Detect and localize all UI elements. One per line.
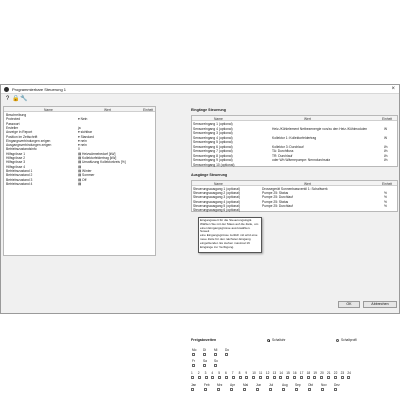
property-name: Hilfsgrösse 2	[6, 156, 26, 160]
inputs-column-value: Wert	[304, 116, 311, 121]
month-checkbox[interactable]	[191, 388, 194, 391]
property-value[interactable]: ▤ Sommer	[78, 173, 95, 178]
output-unit: %	[384, 195, 387, 200]
output-name: Steuerungsausgang 3 (optional)	[193, 195, 240, 200]
tooltip-line: Eingangswert für die Steuerungslogik.	[200, 218, 253, 222]
input-unit: W	[384, 126, 388, 131]
hour-label: 21	[327, 371, 331, 375]
weekday-checkbox[interactable]	[192, 353, 195, 356]
hour-checkbox[interactable]	[300, 376, 303, 379]
dialog-window	[0, 84, 400, 387]
month-checkbox[interactable]	[334, 388, 337, 391]
property-value[interactable]: ▾ nein	[78, 138, 87, 143]
hour-checkbox[interactable]	[320, 376, 323, 379]
hour-checkbox[interactable]	[347, 376, 350, 379]
month-checkbox[interactable]	[308, 388, 311, 391]
input-unit: l/h	[384, 153, 388, 158]
hour-checkbox[interactable]	[225, 376, 228, 379]
hour-checkbox[interactable]	[279, 376, 282, 379]
input-name: Sensoreingang 10 (optional)	[193, 162, 235, 167]
hour-checkbox[interactable]	[341, 376, 344, 379]
month-label: Okt	[308, 383, 313, 387]
hour-checkbox[interactable]	[232, 376, 235, 379]
weekday-label: Mi	[214, 348, 218, 352]
hour-checkbox[interactable]	[307, 376, 310, 379]
property-name: Betriebszustand 3	[6, 177, 33, 182]
hour-label: 4	[211, 371, 214, 375]
hour-checkbox[interactable]	[218, 376, 221, 379]
weekday-label: Sa	[203, 359, 207, 363]
input-value[interactable]: Kollektor 3: Durchlauf	[272, 144, 304, 149]
property-value[interactable]: ▤	[78, 181, 82, 186]
cancel-button[interactable]: Abbrechen	[363, 301, 397, 308]
output-value[interactable]: Drossegerät Sonnenbassventil 1: Schaltwerk	[262, 187, 328, 191]
input-value[interactable]: oder Wh Wärmepumpe: Nenndurchsatz	[272, 158, 331, 162]
properties-table-header	[4, 107, 155, 112]
property-name: Anzeige in Report	[6, 130, 33, 135]
output-value[interactable]: Pumpe 25: Durchlauf	[262, 203, 293, 208]
hour-label: 7	[231, 371, 234, 375]
hour-checkbox[interactable]	[239, 376, 242, 379]
hour-label: 16	[293, 371, 297, 375]
property-name: Protected	[6, 117, 21, 122]
output-name: Steuerungsausgang 4 (optional)	[193, 199, 240, 204]
month-checkbox[interactable]	[269, 388, 272, 391]
weekday-checkbox[interactable]	[214, 353, 217, 356]
input-name: Sensoreingang 3 (optional)	[193, 131, 233, 135]
schedule-title: Freigabezeiten	[191, 338, 217, 342]
hour-checkbox[interactable]	[313, 376, 316, 379]
output-value[interactable]: Pumpe 25: Durchlauf	[262, 195, 293, 200]
outputs-table	[191, 180, 398, 212]
output-row[interactable]	[192, 208, 397, 212]
hour-label: 20	[320, 371, 324, 375]
output-unit: %	[384, 199, 387, 204]
input-value[interactable]: TR: Durchlauf	[272, 153, 293, 158]
tooltip-line: eine Eingangsgrösse zeitlich mit wird eine	[200, 233, 258, 238]
property-name: Hilfsgrösse 3	[6, 160, 26, 165]
hour-label: 9	[245, 371, 248, 375]
lock-icon[interactable]: 🔒	[12, 96, 20, 102]
tooltip-line: Eingänge zur Verfügung.	[200, 244, 235, 249]
help-icon[interactable]: ?	[5, 96, 10, 102]
outputs-column-unit: Einheit	[382, 181, 393, 186]
column-header-unit: Einheit	[143, 107, 154, 112]
property-value[interactable]: ▾ Nein	[78, 117, 88, 122]
property-row[interactable]	[4, 182, 155, 186]
hour-checkbox[interactable]	[327, 376, 330, 379]
weekday-checkbox[interactable]	[192, 364, 195, 367]
month-label: Mai	[243, 383, 249, 387]
property-value[interactable]: ja	[78, 125, 81, 130]
hour-label: 1	[191, 371, 193, 375]
input-row[interactable]	[192, 163, 397, 167]
input-name: Sensoreingang 5 (optional)	[193, 140, 233, 144]
property-value[interactable]: ▾ Standard	[78, 134, 94, 139]
hour-label: 11	[259, 371, 263, 375]
property-name: Betriebszustand 1	[6, 168, 33, 173]
month-label: Apr	[230, 383, 235, 387]
hour-checkbox[interactable]	[334, 376, 337, 379]
hour-checkbox[interactable]	[293, 376, 296, 379]
hour-checkbox[interactable]	[266, 376, 269, 379]
input-name: Sensoreingang 4 (optional)	[193, 135, 233, 140]
month-checkbox[interactable]	[321, 388, 324, 391]
column-header-name: Name	[44, 107, 53, 112]
property-name: Eingangsverbindungen zeigen	[6, 138, 51, 143]
hour-checkbox[interactable]	[252, 376, 255, 379]
hour-label: 5	[218, 371, 220, 375]
window-title: Programmierbare Steuerung 1	[12, 87, 67, 92]
month-label: Nov	[321, 383, 327, 387]
output-name: Steuerungsausgang 6 (optional)	[193, 208, 240, 212]
month-label: Aug	[282, 383, 288, 387]
output-unit: %	[384, 191, 387, 196]
input-tooltip	[198, 217, 262, 253]
output-name: Steuerungsausgang 2 (optional)	[193, 191, 240, 196]
schaltprofil-label: Schaltprofil	[341, 338, 357, 342]
month-label: Jan	[191, 383, 197, 387]
inputs-table-header	[192, 116, 397, 121]
hour-label: 8	[238, 371, 241, 375]
month-checkbox[interactable]	[217, 388, 220, 391]
title-bar	[1, 85, 399, 94]
tooltip-line: eingeblendet. Es stehen maximal 16	[200, 240, 250, 245]
property-name: Hilfsgrösse 4	[6, 164, 26, 169]
outputs-column-value: Wert	[304, 181, 311, 186]
weekday-label: Di	[203, 348, 207, 352]
weekday-label: So	[214, 359, 218, 363]
weekday-checkbox[interactable]	[214, 364, 217, 367]
month-checkbox[interactable]	[243, 388, 246, 391]
input-unit: W	[384, 135, 388, 140]
property-name: Hilfsgrösse 1	[6, 151, 26, 156]
tooltip-line: einen Eingangsgrösse auszuwählen. Soweit	[200, 225, 251, 234]
app-icon	[4, 87, 9, 92]
property-value[interactable]: ▤ Kollektorfeldertrag [kW]	[78, 156, 117, 160]
property-name: Ausgangsverbindungen zeigen	[6, 143, 52, 148]
properties-table	[3, 106, 156, 256]
hour-label: 10	[252, 371, 256, 375]
input-value[interactable]: TA: Durchfluss	[272, 149, 294, 153]
month-label: Mrz	[217, 383, 223, 387]
month-checkbox[interactable]	[230, 388, 233, 391]
hour-checkbox[interactable]	[259, 376, 262, 379]
hour-checkbox[interactable]	[273, 376, 276, 379]
property-name: Passwort	[6, 121, 20, 126]
weekday-label: Fr	[192, 359, 196, 363]
output-name: Steuerungsausgang 5 (optional)	[193, 203, 240, 208]
hour-checkbox[interactable]	[198, 376, 201, 379]
input-name: Sensoreingang 1 (optional)	[193, 122, 233, 126]
property-name: Betriebszustand 4	[6, 181, 33, 186]
input-value[interactable]: Heiz-/Kühlelement Netbezenergie von/zu den Heiz-/Kühlmodulen	[272, 126, 368, 131]
month-label: Jun	[256, 383, 262, 387]
hour-label: 15	[286, 371, 290, 375]
input-unit: l/h	[384, 144, 388, 149]
hour-label: 3	[204, 371, 207, 375]
output-name: Steuerungsausgang 1 (optional)	[193, 187, 240, 191]
hour-label: 14	[279, 371, 283, 375]
input-name: Sensoreingang 7 (optional)	[193, 149, 233, 153]
inputs-column-unit: Einheit	[382, 116, 393, 121]
hour-checkbox[interactable]	[286, 376, 289, 379]
property-value[interactable]: ▤ Off	[78, 177, 87, 182]
input-name: Sensoreingang 6 (optional)	[193, 144, 233, 149]
hour-label: 12	[265, 371, 270, 375]
hour-label: 17	[299, 371, 304, 375]
hour-label: 13	[272, 371, 277, 375]
month-checkbox[interactable]	[256, 388, 259, 391]
month-label: Jul	[269, 383, 274, 387]
property-value[interactable]: ▤	[78, 164, 82, 169]
hour-label: 18	[306, 371, 311, 375]
month-label: Feb	[204, 383, 210, 387]
hour-label: 19	[313, 371, 317, 375]
property-value[interactable]: 0	[78, 147, 80, 152]
month-checkbox[interactable]	[282, 388, 285, 391]
month-label: Dez	[334, 383, 340, 387]
input-unit: l/h	[384, 158, 388, 162]
weekday-checkbox[interactable]	[225, 353, 228, 356]
schaltprofil-radio[interactable]	[336, 339, 339, 342]
hour-label: 23	[340, 371, 345, 375]
property-value[interactable]: ▤ Heizwärmebedarf [kW]	[78, 151, 116, 156]
inputs-title: Eingänge Steuerung	[191, 108, 226, 112]
tooltip-line: Wählen Sie mit der Maus auf die Zeile, um	[200, 221, 259, 226]
schaltuhr-label: Schaltuhr	[272, 338, 286, 342]
inputs-column-name: Name	[214, 116, 223, 121]
toolbar	[1, 95, 399, 104]
close-icon[interactable]: ×	[391, 86, 395, 92]
input-name: Sensoreingang 8 (optional)	[193, 153, 233, 158]
hour-label: 2	[197, 371, 200, 375]
hour-checkbox[interactable]	[205, 376, 208, 379]
outputs-table-header	[192, 181, 397, 186]
output-value[interactable]: Pumpe 25: Status	[262, 199, 289, 204]
input-name: Sensoreingang 9 (optional)	[193, 158, 233, 162]
property-name: Position im Zeitschrift	[6, 134, 38, 139]
outputs-title: Ausgänge Steuerung	[191, 173, 228, 177]
weekday-label: Mo	[192, 348, 197, 352]
month-checkbox[interactable]	[204, 388, 207, 391]
property-name: Betriebszustand 2	[6, 173, 33, 178]
month-checkbox[interactable]	[295, 388, 298, 391]
hour-checkbox[interactable]	[245, 376, 248, 379]
output-unit: %	[384, 203, 387, 208]
property-value[interactable]: ▾ sichtbar	[78, 130, 93, 135]
hour-checkbox[interactable]	[191, 376, 194, 379]
input-value[interactable]: Kollektor 1: Kollektorfeldertrag	[272, 135, 317, 140]
weekday-checkbox[interactable]	[203, 364, 206, 367]
weekday-label: Do	[225, 348, 230, 352]
wrench-icon[interactable]: 🔧	[20, 96, 28, 102]
property-value[interactable]: ▤ Winter	[78, 168, 92, 173]
column-header-value: Wert	[104, 107, 111, 112]
tooltip-line: neue Zeile für den nächsten Eingang	[200, 236, 251, 241]
outputs-column-name: Name	[214, 181, 223, 186]
hour-checkbox[interactable]	[211, 376, 214, 379]
property-name: Ersteller	[6, 125, 19, 130]
inputs-table	[191, 115, 398, 167]
property-name: Betriebszustandsinfo	[6, 147, 37, 152]
month-label: Sep	[295, 383, 301, 387]
property-value[interactable]: ▾ nein	[78, 143, 87, 148]
property-name: Beschreibung	[6, 113, 27, 117]
input-name: Sensoreingang 4 (optional)	[193, 126, 233, 131]
hour-label: 6	[225, 371, 227, 375]
weekday-checkbox[interactable]	[203, 353, 206, 356]
schaltuhr-radio[interactable]	[267, 339, 270, 342]
input-unit: l/h	[384, 149, 388, 153]
hour-label: 24	[347, 371, 351, 375]
property-value[interactable]: ▤ Umwälzung Kollektorkreis [%]	[78, 160, 126, 165]
ok-button[interactable]: OK	[338, 301, 360, 308]
output-value[interactable]: Pumpe 25: Status	[262, 191, 289, 196]
hour-label: 22	[333, 371, 338, 375]
